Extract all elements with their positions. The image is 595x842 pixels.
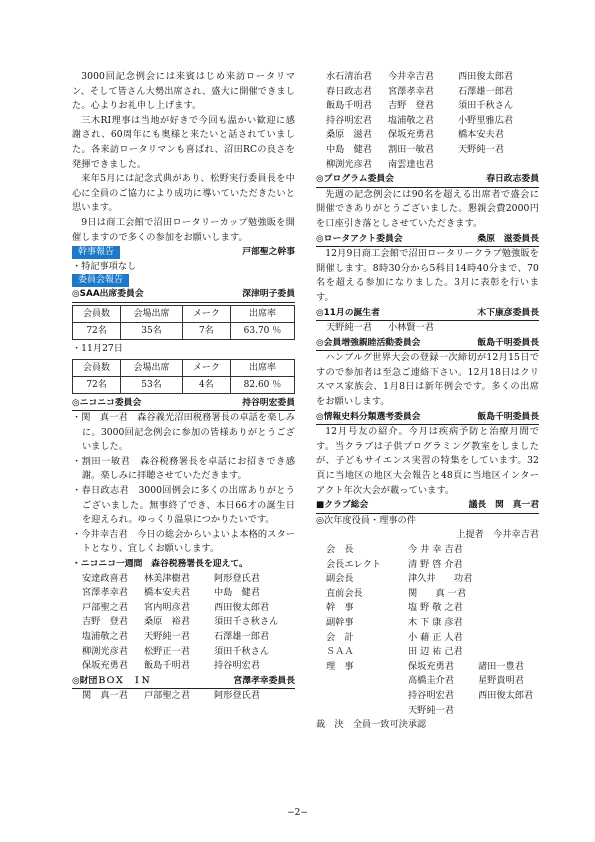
name: 戸部聖之君 [82, 601, 128, 613]
role: 幹 事 [326, 602, 354, 614]
role-row [326, 674, 539, 689]
intro-paragraph-4: 9日は商工会館で沼田ロータリーカップ勉強販を開催しますので多くの参加をお願いします。 [72, 216, 295, 243]
name: 春日政志君 [326, 85, 372, 97]
role-row [326, 631, 539, 646]
spacer [458, 321, 528, 336]
name: 持谷明宏君 [214, 660, 260, 672]
role-row [326, 616, 539, 631]
name: 小野里雅広君 [458, 114, 514, 126]
name: 阿形登氏君 [214, 572, 260, 584]
name-row [82, 601, 295, 616]
committee-report-tag: 委員会報告 [72, 274, 129, 287]
name: 吉野 登君 [82, 616, 128, 628]
niko-title: ◎ニコニコ委員会 [72, 397, 142, 408]
intro-paragraph-3: 来年5月には記念式典があり、松野実行委員長を中心に全員のご協力により成功に導いていただきたいと思います。 [72, 173, 295, 214]
name: 天野純一君 [326, 322, 372, 334]
name-row [326, 85, 539, 100]
name: 松野正一君 [144, 645, 190, 657]
name: 橋本安夫君 [458, 129, 504, 141]
saa-chair: 深津明子委員 [242, 289, 295, 300]
name-row [82, 615, 295, 630]
rotaract-title: ◎ロータアクト委員会 [316, 233, 403, 244]
birthday-names [326, 321, 539, 336]
name: 宮澤孝幸君 [82, 587, 128, 599]
info-header [316, 410, 539, 426]
program-header [316, 172, 539, 188]
name: 中島 健君 [214, 587, 260, 599]
name [478, 616, 548, 631]
name-row [326, 143, 539, 158]
club-decision: 裁 決 全員一致可決承認 [316, 719, 427, 731]
committee-report-header [72, 274, 295, 287]
name: 田 辺 祐 己君 [408, 646, 463, 658]
niko-item: ・割田一敏君 森谷税務署長を卓話にお招きでき感謝。楽しみに拝聴させていただきます。 [72, 455, 295, 482]
niko-week-title: ・ニコニコ一週間 森谷税務署長を迎えて。 [72, 559, 248, 570]
intro-paragraph-1: 3000回記念例会には来賓はじめ来訪ロータリマン、そして皆さん大勢出席され、盛大に開催できました。心よりお礼申し上げます。 [72, 71, 295, 112]
role-row [326, 558, 539, 573]
membership-header [316, 336, 539, 352]
role [326, 674, 408, 689]
rotaract-header [316, 232, 539, 248]
name: 塩 野 敬 之君 [408, 602, 463, 614]
name [458, 158, 528, 173]
role: 会 長 [326, 544, 354, 555]
attendance-date: ・11月27日 [72, 342, 123, 354]
niko-header [72, 396, 295, 412]
name: 柳渕光彦君 [82, 645, 128, 657]
name-row [326, 158, 539, 173]
name: 関 真一君 [82, 690, 128, 702]
info-body: 12月号友の紹介。今月は疾病予防と治療月間です。当クラブは子供プログラミング教室をしましたが、子どもサイエンス実習の特集をしています。32頁に当地区の地区大会報告と48頁に当地区インターアクト年次大会が載っています。 [316, 426, 539, 496]
club-roles [316, 543, 539, 718]
name: 天野純一君 [408, 704, 454, 716]
name: 橋本安夫君 [144, 587, 190, 599]
membership-body: ハンブルグ世界大会の登録一次締切が12月15日ですので参加者は至急ご連絡下さい。12月18日はクリスマス家族会、1月8日は新年例会です。多くの出席をお願いします。 [316, 352, 539, 408]
rotaract-body: 12月9日商工会館で沼田ロータリークラブ勉強販を開催します。8時30分から5科目14時40分まで、70名を超える参加になりました。3月に表彰を行います。 [316, 248, 539, 303]
name: 飯島千明君 [326, 100, 372, 112]
birthday-chair: 木下康彦委員長 [477, 307, 539, 318]
cell: 82.60 ％ [230, 376, 294, 393]
name-row [82, 630, 295, 645]
cell: 63.70 ％ [230, 322, 294, 339]
name: 林美津樹君 [144, 572, 190, 584]
name [478, 704, 548, 719]
name-row [326, 70, 539, 85]
top-names [316, 70, 539, 172]
name: 持谷明宏君 [408, 689, 454, 701]
name [478, 587, 548, 602]
niko-item: ・春日政志君 3000回例会に多くの出席ありがとうございました。無事終了でき、本日66才の誕生日を迎えられ。ゆっくり温泉につかりたいです。 [72, 485, 295, 526]
role: 副幹事 [326, 616, 354, 628]
name: 桑原 滋君 [326, 129, 372, 141]
name: 割田一敏君 [388, 143, 434, 155]
role-row [326, 689, 539, 704]
name: 須田千秋さん [458, 100, 514, 112]
name: 保坂充勇君 [82, 660, 128, 672]
name-row [82, 645, 295, 660]
cell: 7名 [182, 322, 230, 339]
name [478, 543, 548, 558]
cell: 4名 [182, 376, 230, 393]
name: 水石清治君 [326, 71, 372, 82]
name-row [326, 128, 539, 143]
name-row [326, 114, 539, 129]
niko-item: ・関 真一君 森谷義光沼田税務署長の卓話を楽しみに。3000回記念例会に参加の皆様ありがとうございました。 [72, 412, 295, 453]
left-column [72, 70, 295, 704]
right-column [316, 70, 539, 733]
cell: 53名 [121, 376, 183, 393]
club-chair: 議長 関 真一君 [468, 500, 539, 511]
name: 津久井 功君 [408, 573, 473, 585]
rotaract-chair: 桑原 滋委員長 [477, 233, 539, 244]
attendance-table-2 [72, 359, 295, 394]
birthday-title: ◎11月の誕生者 [316, 307, 380, 318]
th-venue: 会場出席 [121, 305, 183, 322]
attendance-row-1 [73, 322, 295, 339]
name: 星野貴明君 [478, 675, 524, 687]
name [478, 631, 548, 646]
role: 直前会長 [326, 587, 363, 599]
membership-chair: 飯島千明委員長 [477, 337, 539, 348]
name: 西田俊太郎君 [478, 689, 534, 701]
name: 石澤雄一郎君 [214, 631, 270, 642]
name: 今 井 幸 吉君 [408, 544, 463, 555]
name: 桑原 裕君 [144, 616, 190, 628]
role-row [326, 704, 539, 719]
name: 清 野 啓 介君 [408, 558, 463, 570]
name-row [82, 659, 295, 674]
th-members: 会員数 [73, 359, 121, 376]
name: 阿形登氏君 [214, 690, 260, 702]
role-row [326, 601, 539, 616]
name: 安達政喜君 [82, 572, 128, 584]
name: 保坂充勇君 [408, 660, 454, 672]
role: 会 計 [326, 631, 354, 643]
club-proposer: 上提者 今井幸吉君 [456, 529, 539, 541]
name: 塩浦敬之君 [388, 114, 434, 126]
name: 須田千さ秋さん [214, 616, 279, 628]
th-makeup: メーク [182, 359, 230, 376]
kanji-report-header [72, 245, 295, 260]
name [478, 645, 548, 660]
name: 南雲達也君 [388, 158, 434, 170]
name-row [82, 572, 295, 587]
box-header [72, 674, 295, 690]
role-row [326, 572, 539, 587]
name: 飯島千明君 [144, 660, 190, 672]
name: 今井幸吉君 [388, 71, 434, 82]
name: 塩浦敬之君 [82, 631, 128, 642]
name: 関 真 一君 [408, 587, 467, 599]
program-body: 先週の記念例会には90名を超える出席者で盛会に開催できありがとうございました。懇親会費2000円を口座引き落としさせていただきます。 [316, 188, 539, 229]
name-row [82, 586, 295, 601]
name [478, 572, 548, 587]
name: 須田千秋さん [214, 645, 270, 657]
name: 西田俊太郎君 [458, 71, 514, 82]
attendance-row-2 [73, 376, 295, 393]
attendance-header-row [73, 305, 295, 322]
cell: 72名 [73, 322, 121, 339]
box-title: ◎財団ＢＯＸ ＩＮ [72, 675, 151, 686]
kanji-report-reporter: 戸部聖之幹事 [242, 247, 295, 258]
box-names [82, 689, 295, 704]
name: 西田俊太郎君 [214, 601, 270, 613]
role-row [326, 660, 539, 675]
name: 諸田一豊君 [478, 660, 524, 672]
role: 理 事 [326, 660, 354, 672]
page-number: −2− [287, 808, 308, 818]
birthday-header [316, 306, 539, 322]
cell: 72名 [73, 376, 121, 393]
role-row [326, 543, 539, 558]
name: 保坂充勇君 [388, 129, 434, 141]
th-rate: 出席率 [230, 305, 294, 322]
program-title: ◎プログラム委員会 [316, 174, 394, 185]
name [478, 558, 548, 573]
name: 木 下 康 彦君 [408, 616, 463, 628]
th-venue: 会場出席 [121, 359, 183, 376]
kanji-report-tag: 幹事報告 [72, 246, 120, 259]
name: 小 藉 正 人君 [408, 631, 463, 643]
role [326, 704, 408, 719]
th-members: 会員数 [73, 305, 121, 322]
intro-paragraph-2: 三木RI理事は当地が好きで今回も温かい歓迎に感謝され、60周年にも奥様と来たいと話されていました。各来訪ロータリマンも喜ばれ、沼田RCの良さを発揮できました。 [72, 114, 295, 170]
name: 天野純一君 [458, 143, 504, 155]
info-chair: 飯島千明委員長 [477, 411, 539, 422]
name: 柳渕光彦君 [326, 158, 372, 170]
name: 吉野 登君 [388, 100, 434, 112]
info-title: ◎情報史料分類選考委員会 [316, 411, 421, 422]
role-row [326, 645, 539, 660]
club-sub: ◎次年度役員・理事の件 [316, 514, 416, 526]
th-makeup: メーク [182, 305, 230, 322]
name: 高橋圭介君 [408, 675, 454, 687]
name: 宮内明彦君 [144, 601, 190, 613]
program-chair: 春日政志委員 [486, 174, 539, 185]
niko-chair: 持谷明宏委員 [242, 397, 295, 408]
name: 石澤雄一郎君 [458, 85, 514, 97]
kanji-report-body: ・特記事項なし [72, 260, 137, 272]
club-header [316, 498, 539, 514]
cell: 35名 [121, 322, 183, 339]
club-title: ■クラブ総会 [316, 500, 369, 511]
name [478, 601, 548, 616]
role-row [326, 587, 539, 602]
name: 持谷明宏君 [326, 114, 372, 126]
attendance-table-1 [72, 305, 295, 340]
saa-title: ◎SAA出席委員会 [72, 289, 144, 300]
niko-names [72, 572, 295, 674]
niko-item: ・今井幸吉君 今日の総会からいよいよ本格的スタートとなり、宜しくお願いします。 [72, 528, 295, 555]
attendance-header-row [73, 359, 295, 376]
name-row [326, 99, 539, 114]
name: 小林賢一君 [388, 322, 434, 334]
role: ＳＡＡ [326, 646, 354, 658]
box-chair: 宮澤孝幸委員長 [233, 675, 295, 686]
role [326, 689, 408, 704]
name: 中島 健君 [326, 143, 372, 155]
role: 会長エレクト [326, 558, 381, 570]
name: 天野純一君 [144, 631, 190, 642]
saa-header [72, 287, 295, 303]
membership-title: ◎会員増強親睦活動委員会 [316, 337, 421, 348]
role: 副会長 [326, 573, 354, 585]
name: 宮澤孝幸君 [388, 85, 434, 97]
name: 戸部聖之君 [144, 690, 190, 702]
th-rate: 出席率 [230, 359, 294, 376]
